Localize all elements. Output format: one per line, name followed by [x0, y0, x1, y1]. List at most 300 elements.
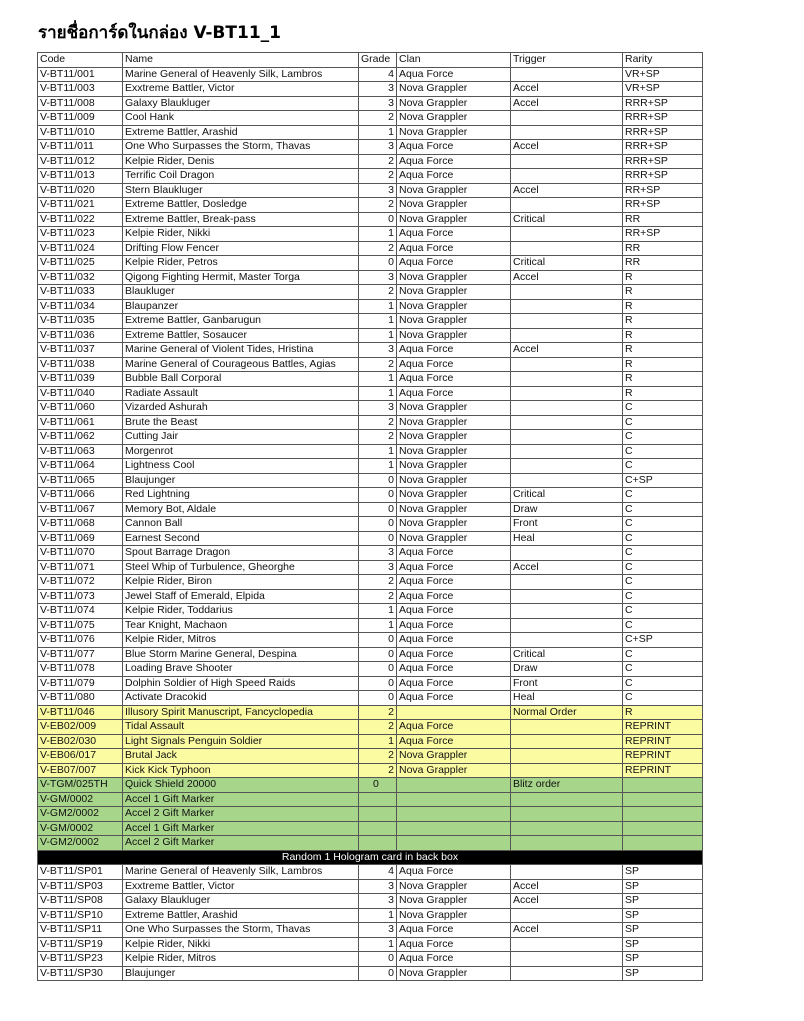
- header-clan: Clan: [397, 53, 511, 68]
- cell-name: Cannon Ball: [123, 517, 359, 532]
- cell-name: Loading Brave Shooter: [123, 662, 359, 677]
- hologram-banner-row: [38, 850, 703, 865]
- cell-trigger: [511, 720, 623, 735]
- cell-trigger: [511, 618, 623, 633]
- table-row: [38, 821, 703, 836]
- cell-code: V-BT11/022: [38, 212, 123, 227]
- cell-rarity: C: [623, 560, 703, 575]
- cell-name: Blaujunger: [123, 473, 359, 488]
- card-list-table: [37, 52, 703, 981]
- cell-name: Red Lightning: [123, 488, 359, 503]
- table-row: [38, 430, 703, 445]
- table-row: [38, 212, 703, 227]
- cell-rarity: C: [623, 647, 703, 662]
- table-header-row: [38, 53, 703, 68]
- cell-clan: Aqua Force: [397, 734, 511, 749]
- cell-grade: 2: [359, 749, 397, 764]
- cell-clan: Aqua Force: [397, 140, 511, 155]
- cell-clan: [397, 821, 511, 836]
- cell-clan: Aqua Force: [397, 952, 511, 967]
- cell-grade: 3: [359, 923, 397, 938]
- cell-clan: Nova Grappler: [397, 314, 511, 329]
- cell-rarity: R: [623, 705, 703, 720]
- cell-name: Kelpie Rider, Mitros: [123, 633, 359, 648]
- cell-name: Exxtreme Battler, Victor: [123, 879, 359, 894]
- cell-code: V-BT11/SP30: [38, 966, 123, 981]
- cell-trigger: [511, 401, 623, 416]
- cell-grade: 2: [359, 705, 397, 720]
- cell-name: Spout Barrage Dragon: [123, 546, 359, 561]
- cell-name: Vizarded Ashurah: [123, 401, 359, 416]
- cell-code: V-BT11/068: [38, 517, 123, 532]
- cell-name: Extreme Battler, Arashid: [123, 908, 359, 923]
- cell-grade: 3: [359, 546, 397, 561]
- cell-grade: 1: [359, 372, 397, 387]
- cell-clan: Nova Grappler: [397, 908, 511, 923]
- cell-code: V-BT11/009: [38, 111, 123, 126]
- cell-rarity: REPRINT: [623, 763, 703, 778]
- table-row: [38, 734, 703, 749]
- header-code: Code: [38, 53, 123, 68]
- cell-grade: 0: [359, 256, 397, 271]
- cell-rarity: C: [623, 691, 703, 706]
- cell-rarity: C: [623, 430, 703, 445]
- cell-code: V-BT11/020: [38, 183, 123, 198]
- table-row: [38, 343, 703, 358]
- table-row: [38, 415, 703, 430]
- cell-rarity: RR: [623, 256, 703, 271]
- cell-rarity: VR+SP: [623, 82, 703, 97]
- cell-rarity: VR+SP: [623, 67, 703, 82]
- cell-code: V-BT11/063: [38, 444, 123, 459]
- cell-rarity: [623, 807, 703, 822]
- cell-rarity: R: [623, 270, 703, 285]
- cell-rarity: R: [623, 285, 703, 300]
- cell-clan: Aqua Force: [397, 256, 511, 271]
- cell-name: Earnest Second: [123, 531, 359, 546]
- table-row: [38, 111, 703, 126]
- cell-clan: Aqua Force: [397, 372, 511, 387]
- cell-trigger: Accel: [511, 270, 623, 285]
- cell-clan: Nova Grappler: [397, 299, 511, 314]
- table-row: [38, 386, 703, 401]
- cell-clan: Nova Grappler: [397, 212, 511, 227]
- cell-grade: 3: [359, 96, 397, 111]
- cell-clan: [397, 705, 511, 720]
- cell-clan: Aqua Force: [397, 589, 511, 604]
- cell-code: V-BT11/SP08: [38, 894, 123, 909]
- cell-rarity: C: [623, 401, 703, 416]
- table-row: [38, 792, 703, 807]
- table-row: [38, 966, 703, 981]
- cell-code: V-BT11/079: [38, 676, 123, 691]
- cell-code: V-BT11/034: [38, 299, 123, 314]
- cell-name: Brute the Beast: [123, 415, 359, 430]
- cell-name: Jewel Staff of Emerald, Elpida: [123, 589, 359, 604]
- table-row: [38, 473, 703, 488]
- cell-rarity: RRR+SP: [623, 125, 703, 140]
- cell-trigger: Accel: [511, 923, 623, 938]
- cell-code: V-EB06/017: [38, 749, 123, 764]
- cell-name: Kelpie Rider, Denis: [123, 154, 359, 169]
- cell-code: V-BT11/033: [38, 285, 123, 300]
- cell-trigger: [511, 125, 623, 140]
- cell-grade: 0: [359, 633, 397, 648]
- cell-rarity: RRR+SP: [623, 96, 703, 111]
- cell-code: V-BT11/072: [38, 575, 123, 590]
- cell-grade: 0: [359, 952, 397, 967]
- table-row: [38, 923, 703, 938]
- cell-rarity: C: [623, 459, 703, 474]
- table-row: [38, 647, 703, 662]
- table-row: [38, 691, 703, 706]
- cell-code: V-BT11/003: [38, 82, 123, 97]
- cell-code: V-GM2/0002: [38, 836, 123, 851]
- cell-name: Quick Shield 20000: [123, 778, 359, 793]
- cell-grade: 1: [359, 444, 397, 459]
- cell-clan: Aqua Force: [397, 633, 511, 648]
- cell-rarity: SP: [623, 879, 703, 894]
- cell-grade: 0: [359, 517, 397, 532]
- cell-code: V-BT11/061: [38, 415, 123, 430]
- cell-name: Tidal Assault: [123, 720, 359, 735]
- cell-code: V-BT11/011: [38, 140, 123, 155]
- cell-clan: Aqua Force: [397, 618, 511, 633]
- cell-trigger: Accel: [511, 343, 623, 358]
- cell-grade: 2: [359, 111, 397, 126]
- cell-code: V-BT11/038: [38, 357, 123, 372]
- cell-rarity: RRR+SP: [623, 169, 703, 184]
- hologram-banner: Random 1 Hologram card in back box: [38, 850, 703, 865]
- cell-rarity: [623, 778, 703, 793]
- cell-rarity: R: [623, 314, 703, 329]
- cell-trigger: [511, 821, 623, 836]
- cell-code: V-BT11/046: [38, 705, 123, 720]
- cell-trigger: [511, 198, 623, 213]
- cell-clan: Aqua Force: [397, 647, 511, 662]
- cell-trigger: [511, 459, 623, 474]
- cell-code: V-BT11/062: [38, 430, 123, 445]
- table-row: [38, 908, 703, 923]
- cell-trigger: Accel: [511, 879, 623, 894]
- cell-grade: 3: [359, 183, 397, 198]
- cell-clan: Nova Grappler: [397, 444, 511, 459]
- cell-clan: Nova Grappler: [397, 459, 511, 474]
- cell-rarity: C: [623, 546, 703, 561]
- cell-code: V-BT11/001: [38, 67, 123, 82]
- cell-rarity: [623, 792, 703, 807]
- cell-code: V-BT11/074: [38, 604, 123, 619]
- cell-grade: 3: [359, 401, 397, 416]
- cell-trigger: [511, 386, 623, 401]
- cell-rarity: SP: [623, 894, 703, 909]
- cell-rarity: RRR+SP: [623, 111, 703, 126]
- cell-clan: [397, 836, 511, 851]
- cell-clan: Nova Grappler: [397, 82, 511, 97]
- cell-name: Extreme Battler, Arashid: [123, 125, 359, 140]
- cell-code: V-BT11/SP03: [38, 879, 123, 894]
- table-row: [38, 952, 703, 967]
- cell-grade: [359, 821, 397, 836]
- table-row: [38, 285, 703, 300]
- cell-trigger: [511, 154, 623, 169]
- cell-trigger: [511, 473, 623, 488]
- cell-clan: Nova Grappler: [397, 285, 511, 300]
- cell-code: V-EB02/030: [38, 734, 123, 749]
- cell-code: V-BT11/065: [38, 473, 123, 488]
- table-row: [38, 676, 703, 691]
- cell-name: Blue Storm Marine General, Despina: [123, 647, 359, 662]
- cell-code: V-BT11/013: [38, 169, 123, 184]
- cell-grade: 0: [359, 531, 397, 546]
- cell-trigger: [511, 546, 623, 561]
- cell-rarity: SP: [623, 865, 703, 880]
- cell-trigger: Blitz order: [511, 778, 623, 793]
- cell-name: Radiate Assault: [123, 386, 359, 401]
- cell-code: V-TGM/025TH: [38, 778, 123, 793]
- cell-name: Kelpie Rider, Nikki: [123, 937, 359, 952]
- table-row: [38, 82, 703, 97]
- cell-trigger: [511, 908, 623, 923]
- cell-trigger: [511, 763, 623, 778]
- cell-rarity: C+SP: [623, 633, 703, 648]
- cell-clan: Aqua Force: [397, 662, 511, 677]
- table-row: [38, 299, 703, 314]
- cell-rarity: RR+SP: [623, 227, 703, 242]
- cell-trigger: [511, 111, 623, 126]
- cell-rarity: R: [623, 343, 703, 358]
- table-row: [38, 894, 703, 909]
- cell-grade: 3: [359, 270, 397, 285]
- cell-grade: 1: [359, 386, 397, 401]
- cell-grade: 3: [359, 140, 397, 155]
- table-row: [38, 169, 703, 184]
- cell-grade: 3: [359, 343, 397, 358]
- table-row: [38, 183, 703, 198]
- cell-name: Stern Blaukluger: [123, 183, 359, 198]
- cell-clan: Nova Grappler: [397, 328, 511, 343]
- page-title: รายชื่อการ์ดในกล่อง V-BT11_1: [38, 23, 281, 43]
- cell-grade: 0: [359, 502, 397, 517]
- cell-grade: 0: [359, 647, 397, 662]
- table-row: [38, 836, 703, 851]
- table-row: [38, 937, 703, 952]
- table-row: [38, 604, 703, 619]
- cell-clan: Aqua Force: [397, 67, 511, 82]
- cell-grade: 0: [359, 212, 397, 227]
- cell-rarity: C: [623, 444, 703, 459]
- table-row: [38, 125, 703, 140]
- cell-grade: 1: [359, 618, 397, 633]
- cell-grade: 2: [359, 430, 397, 445]
- cell-rarity: [623, 821, 703, 836]
- cell-rarity: R: [623, 386, 703, 401]
- cell-grade: 4: [359, 865, 397, 880]
- cell-rarity: SP: [623, 952, 703, 967]
- cell-rarity: C: [623, 502, 703, 517]
- cell-code: V-BT11/069: [38, 531, 123, 546]
- table-row: [38, 560, 703, 575]
- table-row: [38, 633, 703, 648]
- cell-trigger: Draw: [511, 662, 623, 677]
- cell-code: V-BT11/037: [38, 343, 123, 358]
- cell-clan: Aqua Force: [397, 865, 511, 880]
- cell-clan: Nova Grappler: [397, 270, 511, 285]
- cell-grade: 2: [359, 575, 397, 590]
- cell-grade: 0: [359, 488, 397, 503]
- cell-code: V-BT11/080: [38, 691, 123, 706]
- header-name: Name: [123, 53, 359, 68]
- cell-clan: Nova Grappler: [397, 430, 511, 445]
- cell-trigger: Accel: [511, 560, 623, 575]
- cell-grade: 2: [359, 589, 397, 604]
- cell-code: V-BT11/040: [38, 386, 123, 401]
- cell-clan: [397, 778, 511, 793]
- cell-code: V-BT11/035: [38, 314, 123, 329]
- cell-trigger: Critical: [511, 488, 623, 503]
- table-row: [38, 720, 703, 735]
- cell-name: Light Signals Penguin Soldier: [123, 734, 359, 749]
- cell-clan: Nova Grappler: [397, 401, 511, 416]
- cell-name: Steel Whip of Turbulence, Gheorghe: [123, 560, 359, 575]
- cell-clan: Aqua Force: [397, 546, 511, 561]
- cell-clan: Aqua Force: [397, 560, 511, 575]
- cell-rarity: SP: [623, 908, 703, 923]
- cell-code: V-EB02/009: [38, 720, 123, 735]
- cell-trigger: [511, 792, 623, 807]
- cell-rarity: SP: [623, 966, 703, 981]
- cell-code: V-BT11/071: [38, 560, 123, 575]
- table-row: [38, 618, 703, 633]
- table-row: [38, 778, 703, 793]
- cell-code: V-BT11/023: [38, 227, 123, 242]
- cell-code: V-BT11/075: [38, 618, 123, 633]
- cell-clan: Nova Grappler: [397, 473, 511, 488]
- cell-rarity: C: [623, 517, 703, 532]
- cell-grade: [359, 836, 397, 851]
- cell-trigger: [511, 966, 623, 981]
- cell-grade: 2: [359, 241, 397, 256]
- cell-trigger: Accel: [511, 894, 623, 909]
- cell-grade: 2: [359, 720, 397, 735]
- cell-clan: Nova Grappler: [397, 415, 511, 430]
- table-row: [38, 67, 703, 82]
- cell-name: Bubble Ball Corporal: [123, 372, 359, 387]
- header-grade: Grade: [359, 53, 397, 68]
- cell-clan: Nova Grappler: [397, 879, 511, 894]
- cell-clan: Aqua Force: [397, 343, 511, 358]
- cell-name: Drifting Flow Fencer: [123, 241, 359, 256]
- cell-code: V-BT11/008: [38, 96, 123, 111]
- cell-name: Blaukluger: [123, 285, 359, 300]
- cell-clan: Aqua Force: [397, 227, 511, 242]
- cell-rarity: C: [623, 531, 703, 546]
- cell-rarity: RR+SP: [623, 183, 703, 198]
- cell-name: Kelpie Rider, Nikki: [123, 227, 359, 242]
- cell-name: Marine General of Heavenly Silk, Lambros: [123, 67, 359, 82]
- cell-grade: 2: [359, 169, 397, 184]
- cell-trigger: [511, 952, 623, 967]
- cell-trigger: [511, 328, 623, 343]
- cell-rarity: R: [623, 299, 703, 314]
- cell-grade: 1: [359, 328, 397, 343]
- cell-code: V-BT11/SP10: [38, 908, 123, 923]
- cell-grade: 1: [359, 314, 397, 329]
- cell-code: V-BT11/064: [38, 459, 123, 474]
- cell-grade: 1: [359, 299, 397, 314]
- cell-trigger: [511, 633, 623, 648]
- cell-code: V-BT11/021: [38, 198, 123, 213]
- cell-grade: 0: [359, 676, 397, 691]
- table-row: [38, 198, 703, 213]
- cell-clan: Nova Grappler: [397, 488, 511, 503]
- cell-clan: Nova Grappler: [397, 96, 511, 111]
- cell-code: V-BT11/076: [38, 633, 123, 648]
- cell-name: Tear Knight, Machaon: [123, 618, 359, 633]
- cell-name: Qigong Fighting Hermit, Master Torga: [123, 270, 359, 285]
- table-row: [38, 154, 703, 169]
- cell-name: One Who Surpasses the Storm, Thavas: [123, 140, 359, 155]
- table-row: [38, 140, 703, 155]
- cell-trigger: [511, 299, 623, 314]
- cell-grade: 1: [359, 459, 397, 474]
- cell-grade: 0: [359, 778, 397, 793]
- cell-grade: 2: [359, 198, 397, 213]
- cell-trigger: [511, 865, 623, 880]
- cell-clan: Aqua Force: [397, 937, 511, 952]
- table-row: [38, 256, 703, 271]
- cell-grade: 2: [359, 154, 397, 169]
- cell-clan: Aqua Force: [397, 604, 511, 619]
- cell-rarity: RR: [623, 241, 703, 256]
- cell-trigger: [511, 604, 623, 619]
- cell-rarity: C: [623, 575, 703, 590]
- cell-rarity: REPRINT: [623, 720, 703, 735]
- cell-code: V-BT11/010: [38, 125, 123, 140]
- cell-grade: 3: [359, 894, 397, 909]
- cell-name: Accel 2 Gift Marker: [123, 836, 359, 851]
- cell-clan: Aqua Force: [397, 923, 511, 938]
- cell-name: Terrific Coil Dragon: [123, 169, 359, 184]
- cell-name: Kelpie Rider, Toddarius: [123, 604, 359, 619]
- table-row: [38, 401, 703, 416]
- cell-code: V-GM/0002: [38, 821, 123, 836]
- cell-code: V-BT11/073: [38, 589, 123, 604]
- table-row: [38, 241, 703, 256]
- table-row: [38, 865, 703, 880]
- table-row: [38, 705, 703, 720]
- cell-clan: Nova Grappler: [397, 125, 511, 140]
- table-row: [38, 546, 703, 561]
- cell-grade: 2: [359, 357, 397, 372]
- cell-clan: Nova Grappler: [397, 183, 511, 198]
- cell-name: Accel 1 Gift Marker: [123, 792, 359, 807]
- cell-rarity: REPRINT: [623, 734, 703, 749]
- cell-code: V-BT11/SP11: [38, 923, 123, 938]
- cell-trigger: [511, 836, 623, 851]
- cell-code: V-BT11/032: [38, 270, 123, 285]
- table-row: [38, 531, 703, 546]
- cell-grade: 0: [359, 662, 397, 677]
- cell-trigger: [511, 430, 623, 445]
- cell-rarity: C: [623, 618, 703, 633]
- cell-trigger: [511, 67, 623, 82]
- cell-name: Kick Kick Typhoon: [123, 763, 359, 778]
- cell-trigger: Front: [511, 676, 623, 691]
- table-row: [38, 314, 703, 329]
- table-row: [38, 372, 703, 387]
- cell-code: V-BT11/012: [38, 154, 123, 169]
